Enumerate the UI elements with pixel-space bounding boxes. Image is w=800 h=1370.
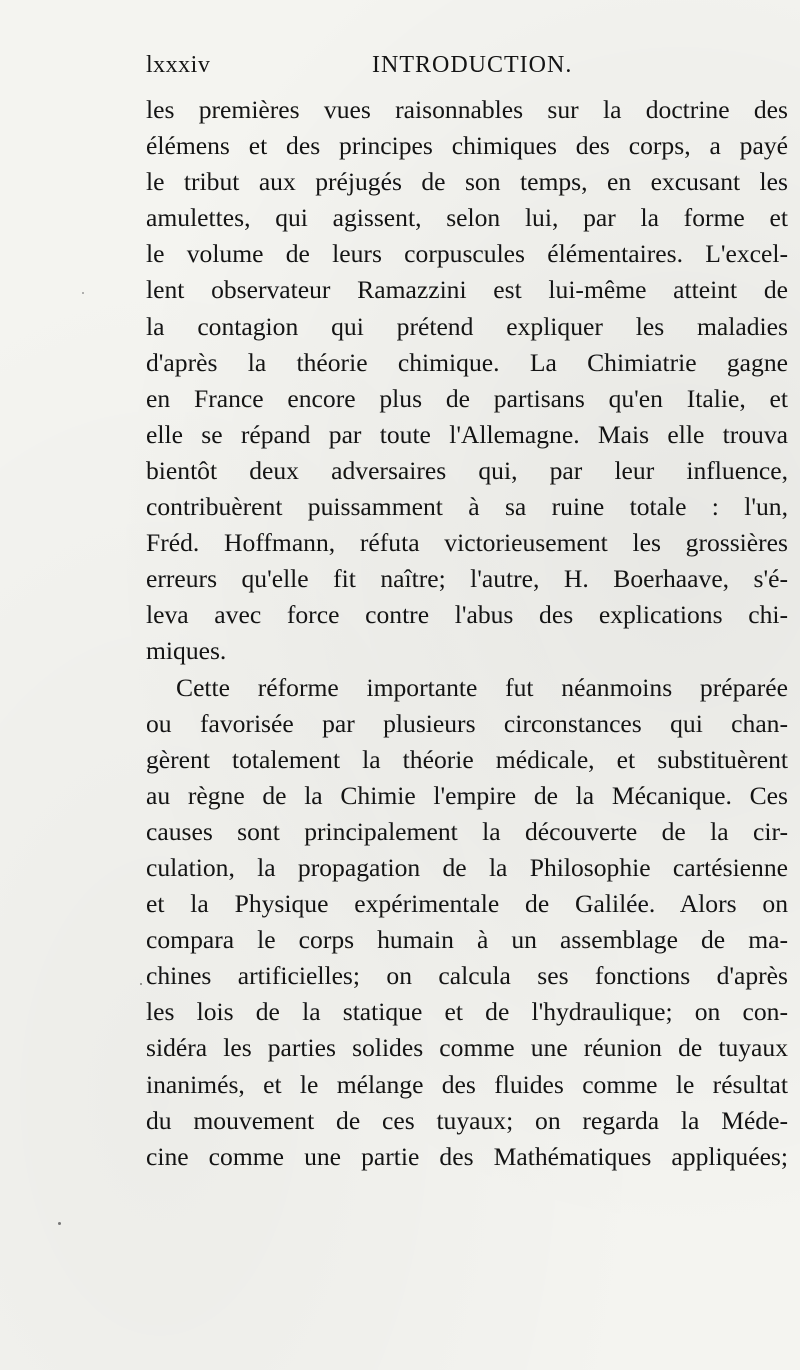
text-line: miques. [146,636,227,666]
text-line: les lois de la statique et de l'hydraulique; on con- [146,997,788,1027]
text-line: elle se répand par toute l'Allemagne. Mais elle trouva [146,419,788,449]
text-line: amulettes, qui agissent, selon lui, par la forme et [146,203,788,233]
paper-speck [140,983,142,985]
text-line: sidéra les parties solides comme une réunion de tuyaux [146,1033,788,1063]
paper-speck [82,292,84,294]
paper-speck [58,1222,61,1225]
text-line: la contagion qui prétend expliquer les maladies [146,311,788,341]
page-header [146,52,786,86]
text-line: culation, la propagation de la Philosophie cartésienne [146,852,788,882]
text-line: leva avec force contre l'abus des explications chi- [146,600,788,630]
text-line: Cette réforme importante fut néanmoins préparée [176,672,788,702]
page-number: lxxxiv [146,52,211,78]
text-line: les premières vues raisonnables sur la doctrine des [146,95,788,124]
text-line: causes sont principalement la découverte de la cir- [146,816,788,846]
text-line: cine comme une partie des Mathématiques appliquées; [146,1141,788,1171]
text-line: chines artificielles; on calcula ses fonctions d'après [146,961,788,991]
text-line: d'après la théorie chimique. La Chimiatrie gagne [146,347,788,377]
text-line: et la Physique expérimentale de Galilée. Alors on [146,889,788,919]
body-text [146,92,788,1175]
text-line: bientôt deux adversaires qui, par leur influence, [146,455,788,485]
running-title: INTRODUCTION. [372,52,573,78]
text-line: ou favorisée par plusieurs circonstances qui chan- [146,708,788,738]
paragraph-1 [146,92,788,670]
text-line: erreurs qu'elle fit naître; l'autre, H. Boerhaave, s'é- [146,564,788,594]
text-line: élémens et des principes chimiques des corps, a payé [146,131,788,161]
text-line: le tribut aux préjugés de son temps, en excusant les [146,167,788,197]
paragraph-2 [146,670,788,1175]
text-line: du mouvement de ces tuyaux; on regarda la Méde- [146,1105,788,1135]
text-line: compara le corps humain à un assemblage de ma- [146,925,788,955]
text-line: gèrent totalement la théorie médicale, et substituèrent [146,744,788,774]
text-line: contribuèrent puissamment à sa ruine totale : l'un, [146,492,788,522]
text-line: en France encore plus de partisans qu'en Italie, et [146,383,788,413]
text-line: au règne de la Chimie l'empire de la Mécanique. Ces [146,780,788,810]
text-line: lent observateur Ramazzini est lui-même atteint de [146,275,788,305]
text-line: le volume de leurs corpuscules élémentaires. L'excel- [146,239,788,269]
text-line: inanimés, et le mélange des fluides comme le résultat [146,1069,788,1099]
text-line: Fréd. Hoffmann, réfuta victorieusement les grossières [146,528,788,558]
